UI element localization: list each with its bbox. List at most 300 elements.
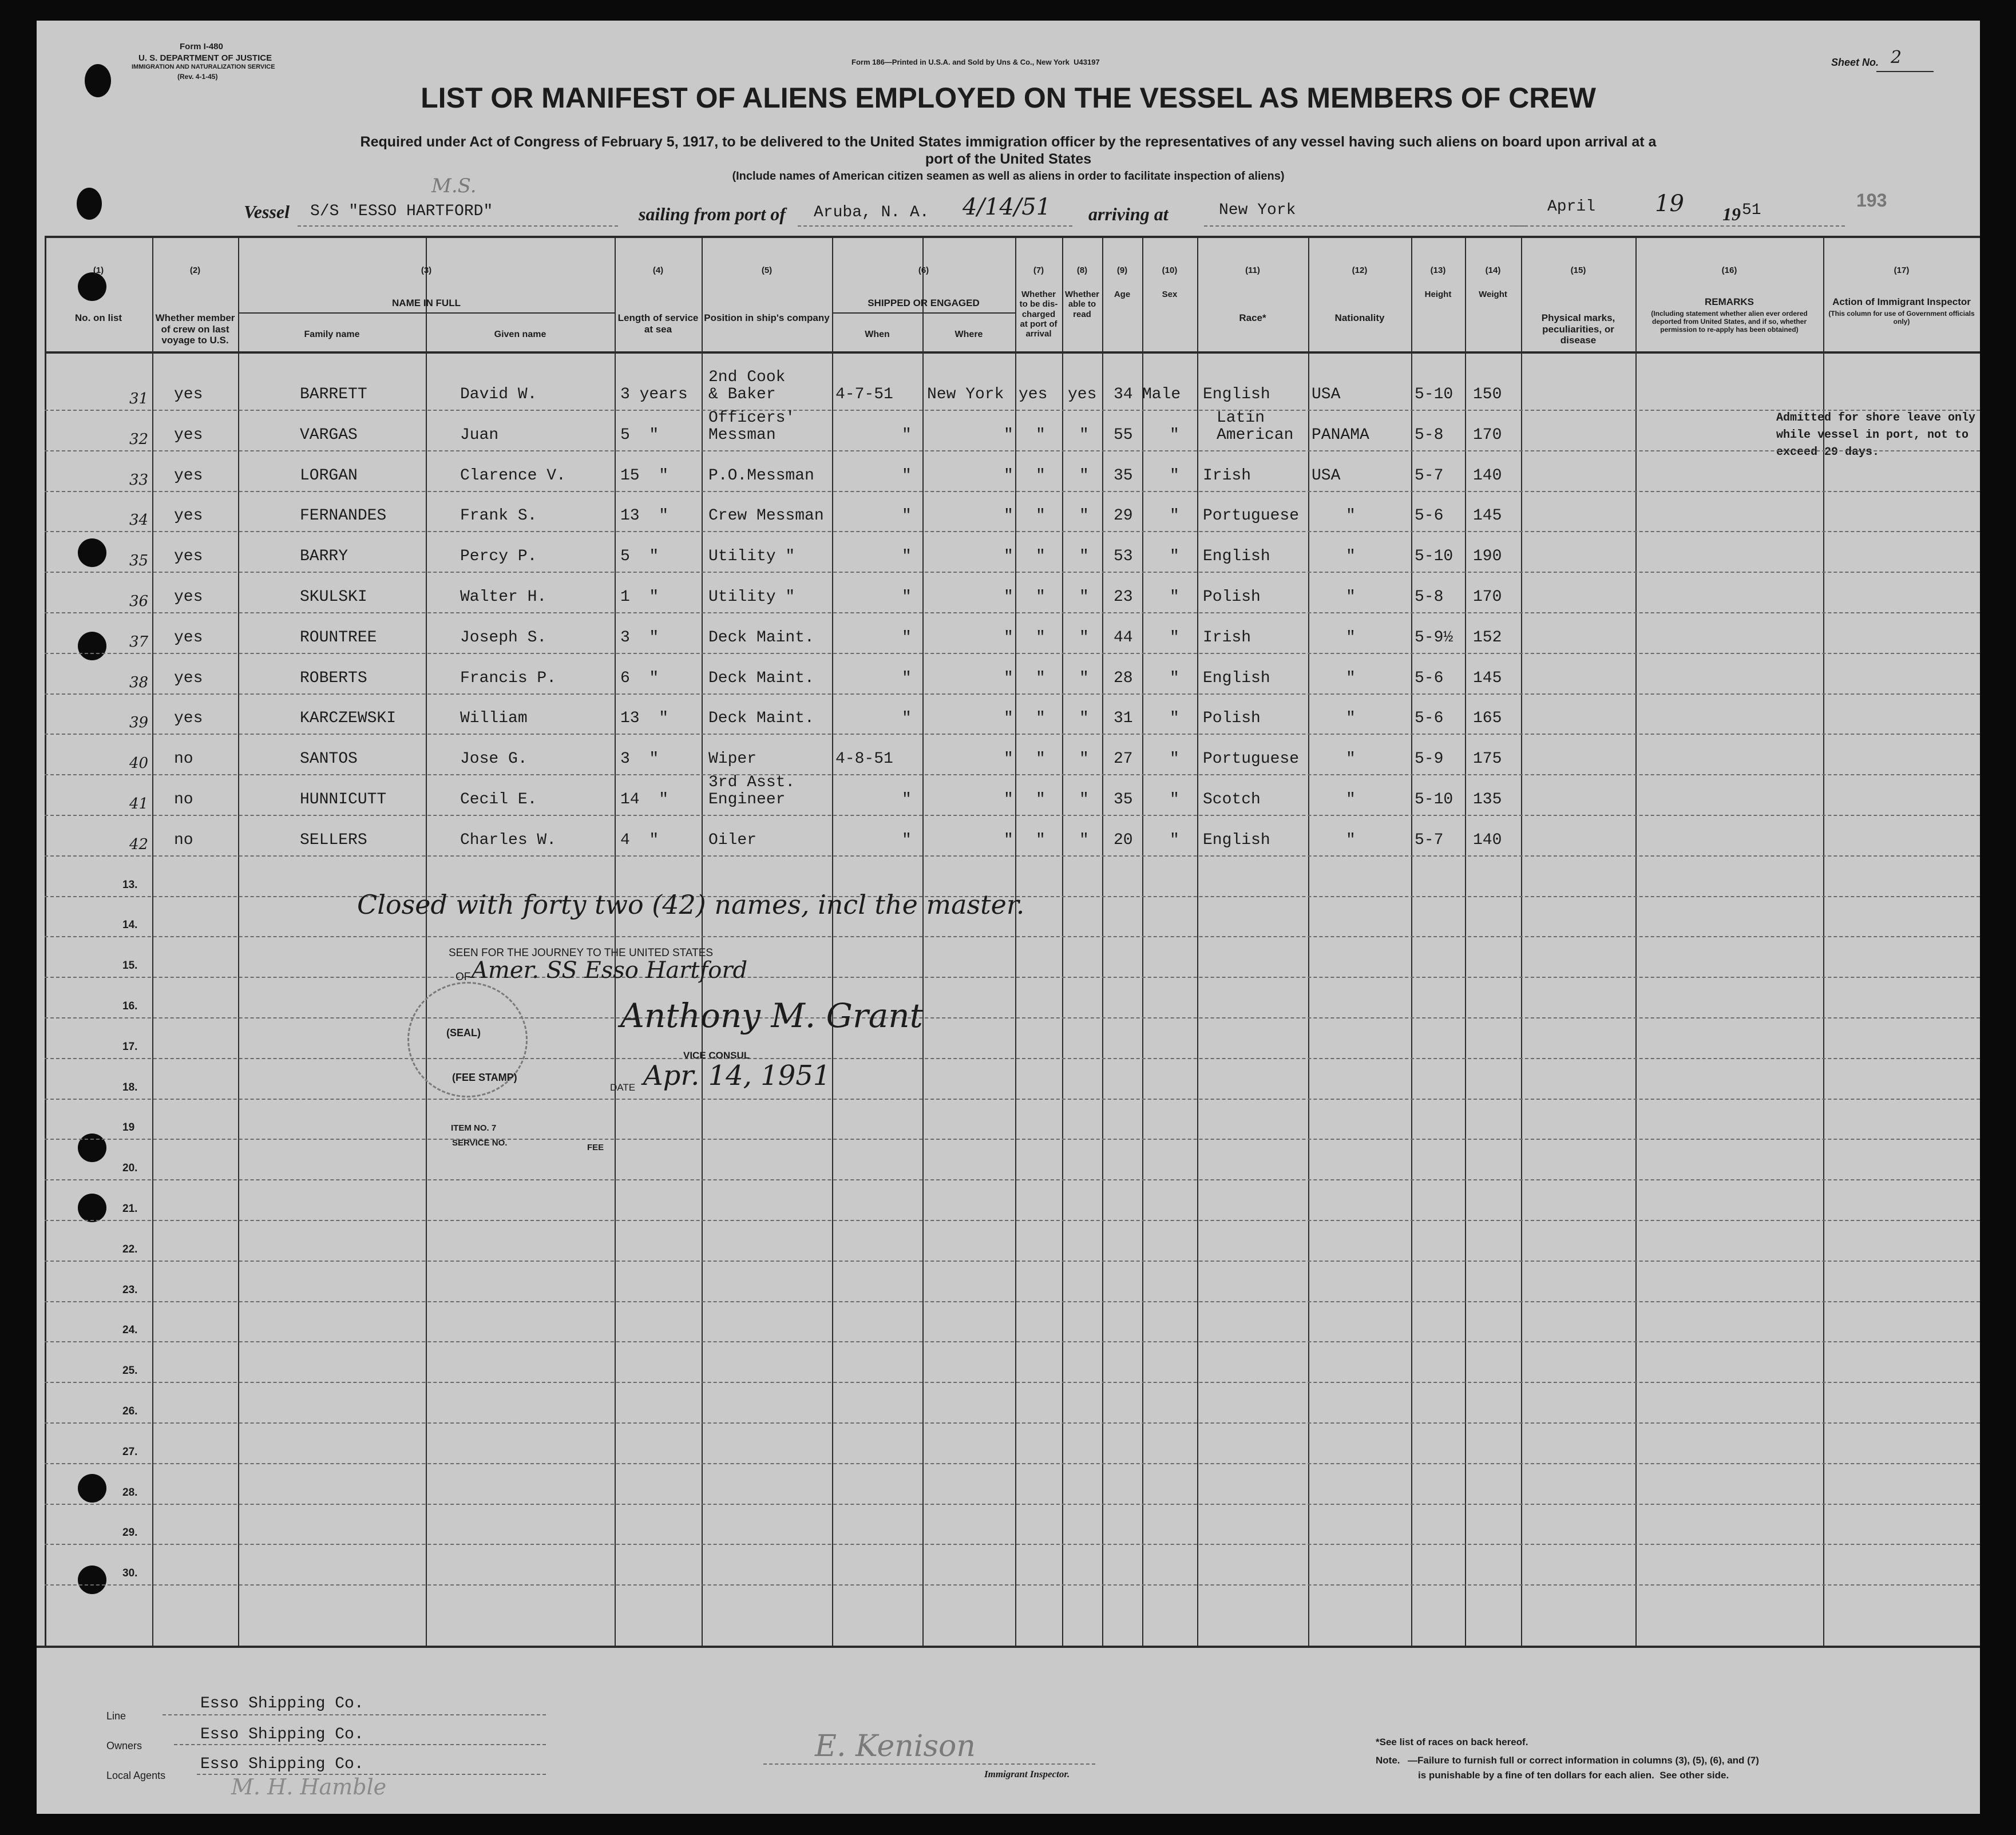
length-of-service: 3 years — [620, 386, 688, 403]
table-bottom-rule — [37, 1646, 1980, 1648]
column-header-label: Whether member of crew on last voyage to U.S. — [155, 312, 235, 346]
shipped-when: " — [902, 507, 912, 525]
vessel-dotted-line — [298, 225, 618, 227]
row-rule — [45, 855, 1980, 857]
table-row — [37, 493, 1980, 533]
races-note: *See list of races on back hereof. — [1376, 1737, 1528, 1747]
shipped-when: 4-8-51 — [835, 750, 893, 768]
position: 3rd Asst. — [708, 774, 795, 791]
fine-note-2: is punishable by a fine of ten dollars for each alien. See other side. — [1418, 1770, 1729, 1781]
table-row-blank — [37, 939, 1980, 979]
weight: 140 — [1473, 467, 1502, 485]
nationality: " — [1346, 669, 1356, 687]
table-row — [37, 774, 1980, 817]
family-name: SANTOS — [300, 750, 358, 768]
length-of-service: 3 " — [620, 750, 659, 768]
row-number: 35 — [129, 552, 149, 569]
age: 44 — [1114, 629, 1133, 647]
line-value: Esso Shipping Co. — [200, 1695, 364, 1713]
able-to-read: yes — [1068, 386, 1097, 403]
table-row-blank — [37, 1020, 1980, 1060]
row-number: 39 — [129, 714, 149, 731]
row-number: 42 — [129, 836, 149, 853]
last-voyage: yes — [174, 507, 203, 525]
table-row-blank — [37, 980, 1980, 1020]
row-rule — [45, 450, 1980, 451]
row-number: 30. — [122, 1567, 138, 1579]
row-number: 24. — [122, 1324, 138, 1336]
height: 5-9 — [1415, 750, 1444, 768]
row-number: 37 — [129, 633, 149, 651]
family-name: FERNANDES — [300, 507, 387, 525]
table-row-blank — [37, 1303, 1980, 1343]
manifest-sheet — [37, 21, 1980, 1814]
column-number: (13) — [1430, 265, 1446, 275]
discharged: " — [1036, 831, 1045, 849]
shipped-where: " — [1004, 588, 1013, 606]
age: 34 — [1114, 386, 1133, 403]
row-number: 21. — [122, 1203, 138, 1215]
column-header-label: Age — [1114, 290, 1131, 299]
column-number: (3) — [421, 265, 432, 275]
row-rule — [45, 693, 1980, 695]
race: English — [1203, 548, 1270, 565]
given-name: Walter H. — [460, 588, 547, 606]
discharged: " — [1036, 588, 1045, 606]
last-voyage: yes — [174, 710, 203, 727]
family-name: SKULSKI — [300, 588, 367, 606]
closing-note: Closed with forty two (42) names, incl the master. — [357, 889, 1025, 920]
column-header-label: Length of service at sea — [617, 312, 699, 335]
revision: (Rev. 4-1-45) — [177, 73, 218, 81]
shipped-when: " — [902, 588, 912, 606]
punch-hole — [78, 272, 106, 301]
discharged: " — [1036, 467, 1045, 485]
able-to-read: " — [1079, 467, 1089, 485]
note-label: Note. — [1376, 1755, 1400, 1766]
column-number: (11) — [1245, 265, 1260, 275]
race: Irish — [1203, 629, 1251, 647]
position: Oiler — [708, 831, 757, 849]
column-subheader: Where — [954, 330, 983, 339]
length-of-service: 13 " — [620, 507, 669, 525]
year-printed: 193 — [1856, 190, 1887, 211]
column-number: (9) — [1116, 265, 1128, 275]
discharged: " — [1036, 629, 1045, 647]
given-name: Joseph S. — [460, 629, 547, 647]
row-number: 33 — [129, 471, 149, 489]
height: 5-8 — [1415, 426, 1444, 444]
shipped-where: " — [1004, 426, 1013, 444]
race: English — [1203, 669, 1270, 687]
row-number: 15. — [122, 960, 138, 972]
row-rule — [45, 1422, 1980, 1424]
given-name: Cecil E. — [460, 791, 537, 808]
table-row-blank — [37, 1061, 1980, 1101]
row-rule — [45, 612, 1980, 613]
form-subtitle-1: Required under Act of Congress of February 5, 1917, to be delivered to the United States immigration officer by the representatives of any vessel having such aliens on board upon arrival at a — [360, 134, 1657, 150]
row-rule — [45, 1179, 1980, 1180]
row-rule — [45, 1058, 1980, 1059]
row-number: 22. — [122, 1243, 138, 1255]
family-name: VARGAS — [300, 426, 358, 444]
column-header-label: Height — [1424, 290, 1452, 299]
discharged: " — [1036, 710, 1045, 727]
age: 27 — [1114, 750, 1133, 768]
column-header-label: NAME IN FULL — [392, 298, 461, 308]
last-voyage: yes — [174, 669, 203, 687]
family-name: BARRY — [300, 548, 348, 565]
line-underline — [163, 1714, 546, 1715]
column-header-note: (This column for use of Government officials only) — [1828, 310, 1975, 326]
table-row — [37, 615, 1980, 655]
able-to-read: " — [1079, 507, 1089, 525]
height: 5-6 — [1415, 710, 1444, 727]
race: Portuguese — [1203, 507, 1300, 525]
row-rule — [45, 936, 1980, 937]
shipped-when: " — [902, 710, 912, 727]
nationality: " — [1346, 710, 1356, 727]
column-header-label: Action of Immigrant Inspector — [1832, 296, 1971, 307]
shipped-where: " — [1004, 831, 1013, 849]
discharged: " — [1036, 669, 1045, 687]
sex: " — [1170, 710, 1179, 727]
height: 5-10 — [1415, 386, 1453, 403]
height: 5-9½ — [1415, 629, 1453, 647]
height: 5-10 — [1415, 548, 1453, 565]
row-number: 32 — [129, 431, 149, 448]
given-name: William — [460, 710, 528, 727]
able-to-read: " — [1079, 750, 1089, 768]
position: P.O.Messman — [708, 467, 814, 485]
shipped-where: New York — [927, 386, 1004, 403]
race: American — [1217, 426, 1294, 444]
weight: 190 — [1473, 548, 1502, 565]
arrival-year: 51 — [1742, 201, 1761, 219]
owners-value: Esso Shipping Co. — [200, 1726, 364, 1743]
arriving-label: arriving at — [1088, 204, 1169, 224]
row-number: 14. — [122, 919, 138, 931]
race: Polish — [1203, 710, 1261, 727]
ink-smudge — [77, 188, 102, 220]
age: 20 — [1114, 831, 1133, 849]
owners-underline — [174, 1744, 546, 1745]
position: Engineer — [708, 791, 786, 808]
column-number: (1) — [93, 265, 104, 275]
remarks-line: while vessel in port, not to — [1776, 429, 1969, 442]
sex: " — [1170, 831, 1179, 849]
discharged: " — [1036, 426, 1045, 444]
column-header-label: Nationality — [1334, 312, 1385, 323]
age: 35 — [1114, 791, 1133, 808]
position: Officers' — [708, 409, 795, 427]
nationality: PANAMA — [1312, 426, 1369, 444]
table-row-blank — [37, 1182, 1980, 1222]
table-row-blank — [37, 1223, 1980, 1263]
form-subtitle-3: (Include names of American citizen seamen as well as aliens in order to facilitate inspection of aliens) — [732, 170, 1285, 183]
weight: 150 — [1473, 386, 1502, 403]
of-label: OF — [456, 971, 471, 983]
column-number: (12) — [1352, 265, 1368, 275]
shipped-when: " — [902, 831, 912, 849]
nationality: " — [1346, 548, 1356, 565]
table-row-blank — [37, 1425, 1980, 1465]
row-number: 20. — [122, 1162, 138, 1174]
column-header-label: Weight — [1479, 290, 1507, 299]
ink-smudge — [85, 64, 111, 97]
row-number: 28. — [122, 1487, 138, 1499]
arrival-dotted-line — [1204, 225, 1524, 227]
weight: 135 — [1473, 791, 1502, 808]
position: Wiper — [708, 750, 757, 768]
column-number: (16) — [1721, 265, 1737, 275]
age: 53 — [1114, 548, 1133, 565]
row-rule — [45, 977, 1980, 978]
agents-value: Esso Shipping Co. — [200, 1755, 364, 1773]
row-number: 29. — [122, 1527, 138, 1539]
column-number: (10) — [1162, 265, 1178, 275]
able-to-read: " — [1079, 588, 1089, 606]
given-name: Clarence V. — [460, 467, 566, 485]
fee-stamp-label: (FEE STAMP) — [452, 1072, 517, 1083]
line-label: Line — [106, 1710, 126, 1722]
table-row — [37, 574, 1980, 615]
last-voyage: yes — [174, 548, 203, 565]
discharged: yes — [1019, 386, 1048, 403]
shipped-when: " — [902, 669, 912, 687]
age: 35 — [1114, 467, 1133, 485]
column-number: (15) — [1570, 265, 1586, 275]
sex: " — [1170, 467, 1179, 485]
printer-line: Form 186—Printed in U.S.A. and Sold by Uns & Co., New York U43197 — [851, 58, 1100, 66]
age: 28 — [1114, 669, 1133, 687]
weight: 145 — [1473, 669, 1502, 687]
table-row-blank — [37, 1506, 1980, 1546]
age: 29 — [1114, 507, 1133, 525]
table-row — [37, 696, 1980, 736]
position: Deck Maint. — [708, 629, 814, 647]
family-name: BARRETT — [300, 386, 367, 403]
column-subheader: Given name — [494, 330, 546, 339]
shipped-subheader-rule — [832, 312, 1015, 314]
shipped-when: " — [902, 791, 912, 808]
length-of-service: 1 " — [620, 588, 659, 606]
row-rule — [45, 1099, 1980, 1100]
row-number: 18. — [122, 1081, 138, 1093]
table-row-blank — [37, 1385, 1980, 1425]
header-bottom-rule — [45, 351, 1980, 354]
last-voyage: no — [174, 750, 193, 768]
weight: 140 — [1473, 831, 1502, 849]
vessel-name: S/S "ESSO HARTFORD" — [310, 203, 493, 220]
length-of-service: 6 " — [620, 669, 659, 687]
row-number: 19 — [122, 1121, 135, 1134]
row-rule — [45, 531, 1980, 532]
shipped-where: " — [1004, 629, 1013, 647]
discharged: " — [1036, 750, 1045, 768]
length-of-service: 14 " — [620, 791, 669, 808]
column-header-label: No. on list — [74, 312, 122, 323]
table-row — [37, 736, 1980, 776]
fine-note-1: —Failure to furnish full or correct information in columns (3), (5), (6), and (7) — [1408, 1755, 1759, 1766]
sex: " — [1170, 750, 1179, 768]
table-row — [37, 453, 1980, 493]
length-of-service: 13 " — [620, 710, 669, 727]
sheet-number: 2 — [1891, 47, 1902, 68]
weight: 170 — [1473, 426, 1502, 444]
row-number: 13. — [122, 879, 138, 891]
column-subheader: Family name — [304, 330, 360, 339]
given-name: David W. — [460, 386, 537, 403]
table-row-blank — [37, 1263, 1980, 1303]
position: 2nd Cook — [708, 368, 786, 386]
able-to-read: " — [1079, 548, 1089, 565]
row-number: 23. — [122, 1284, 138, 1296]
shipped-where: " — [1004, 791, 1013, 808]
shipped-where: " — [1004, 710, 1013, 727]
discharged: " — [1036, 791, 1045, 808]
vice-consul-label: VICE CONSUL — [683, 1050, 750, 1061]
able-to-read: " — [1079, 831, 1089, 849]
age: 55 — [1114, 426, 1133, 444]
position: & Baker — [708, 386, 776, 403]
sheet-label: Sheet No. — [1831, 57, 1879, 68]
column-header-label: Race* — [1239, 312, 1266, 323]
length-of-service: 15 " — [620, 467, 669, 485]
height: 5-6 — [1415, 507, 1444, 525]
race: Latin — [1217, 409, 1265, 427]
age: 23 — [1114, 588, 1133, 606]
shipped-where: " — [1004, 507, 1013, 525]
inspector-signature: E. Kenison — [815, 1729, 976, 1763]
race: Polish — [1203, 588, 1261, 606]
weight: 152 — [1473, 629, 1502, 647]
weight: 175 — [1473, 750, 1502, 768]
sex: " — [1170, 791, 1179, 808]
table-top-rule — [45, 236, 1980, 238]
seal-label: (SEAL) — [446, 1027, 481, 1039]
form-number: Form I-480 — [180, 42, 223, 51]
height: 5-6 — [1415, 669, 1444, 687]
column-header-label: Position in ship's company — [704, 312, 830, 323]
row-rule — [45, 1584, 1980, 1586]
column-header-label: Physical marks, peculiarities, or disease — [1541, 312, 1615, 346]
shipped-where: " — [1004, 750, 1013, 768]
discharged: " — [1036, 548, 1045, 565]
column-header-note: (Including statement whether alien ever ordered deported from United States, and if so, whether permission to re-apply has been obtained) — [1651, 310, 1808, 334]
arrival-port: New York — [1219, 201, 1296, 219]
nationality: " — [1346, 831, 1356, 849]
sex: " — [1170, 588, 1179, 606]
family-name: KARCZEWSKI — [300, 710, 397, 727]
able-to-read: " — [1079, 629, 1089, 647]
shipped-where: " — [1004, 669, 1013, 687]
date-dotted-line — [1513, 225, 1845, 227]
row-rule — [45, 1301, 1980, 1302]
date-label: DATE — [610, 1082, 636, 1093]
nationality: USA — [1312, 386, 1341, 403]
nationality: " — [1346, 507, 1356, 525]
nationality: " — [1346, 629, 1356, 647]
row-rule — [45, 774, 1980, 775]
row-rule — [45, 1463, 1980, 1464]
of-vessel-handwritten: Amer. SS Esso Hartford — [472, 957, 748, 984]
row-number: 31 — [129, 390, 149, 407]
table-row — [37, 368, 1980, 412]
given-name: Charles W. — [460, 831, 557, 849]
column-number: (17) — [1894, 265, 1910, 275]
shipped-when: " — [902, 426, 912, 444]
column-header-label: SHIPPED OR ENGAGED — [868, 298, 980, 308]
form-title: LIST OR MANIFEST OF ALIENS EMPLOYED ON THE VESSEL AS MEMBERS OF CREW — [421, 82, 1596, 114]
row-number: 36 — [129, 593, 149, 610]
sheet-underline — [1876, 71, 1934, 72]
row-rule — [45, 1261, 1980, 1262]
arrival-day: 19 — [1655, 191, 1684, 217]
sex: " — [1170, 507, 1179, 525]
column-number: (6) — [918, 265, 929, 275]
inspector-line — [763, 1763, 1095, 1765]
last-voyage: no — [174, 831, 193, 849]
table-row-blank — [37, 1547, 1980, 1587]
row-number: 25. — [122, 1365, 138, 1377]
weight: 170 — [1473, 588, 1502, 606]
column-number: (8) — [1076, 265, 1088, 275]
weight: 165 — [1473, 710, 1502, 727]
sex: " — [1170, 669, 1179, 687]
row-rule — [45, 734, 1980, 735]
height: 5-10 — [1415, 791, 1453, 808]
row-rule — [45, 1544, 1980, 1545]
height: 5-7 — [1415, 467, 1444, 485]
given-name: Frank S. — [460, 507, 537, 525]
shipped-when: 4-7-51 — [835, 386, 893, 403]
table-row — [37, 656, 1980, 696]
row-rule — [45, 653, 1980, 654]
department-name: U. S. DEPARTMENT OF JUSTICE — [138, 53, 272, 63]
family-name: ROUNTREE — [300, 629, 377, 647]
sailing-label: sailing from port of — [639, 204, 786, 224]
row-rule — [45, 1504, 1980, 1505]
height: 5-8 — [1415, 588, 1444, 606]
sex: " — [1170, 426, 1179, 444]
family-name: LORGAN — [300, 467, 358, 485]
height: 5-7 — [1415, 831, 1444, 849]
given-name: Francis P. — [460, 669, 557, 687]
column-number: (7) — [1033, 265, 1044, 275]
port-dotted-line — [798, 225, 1072, 227]
table-row-blank — [37, 1142, 1980, 1182]
owners-label: Owners — [106, 1740, 142, 1751]
family-name: ROBERTS — [300, 669, 367, 687]
table-row-blank — [37, 1344, 1980, 1384]
row-rule — [45, 410, 1980, 411]
vessel-note: M.S. — [431, 175, 477, 197]
table-row — [37, 818, 1980, 858]
race: Scotch — [1203, 791, 1261, 808]
last-voyage: yes — [174, 629, 203, 647]
sex: " — [1170, 629, 1179, 647]
departure-date: 4/14/51 — [963, 194, 1051, 220]
discharged: " — [1036, 507, 1045, 525]
able-to-read: " — [1079, 710, 1089, 727]
agent-signature: M. H. Hamble — [231, 1774, 387, 1800]
row-number: 26. — [122, 1405, 138, 1417]
column-number: (5) — [761, 265, 773, 275]
able-to-read: " — [1079, 426, 1089, 444]
row-rule — [45, 491, 1980, 492]
able-to-read: " — [1079, 669, 1089, 687]
